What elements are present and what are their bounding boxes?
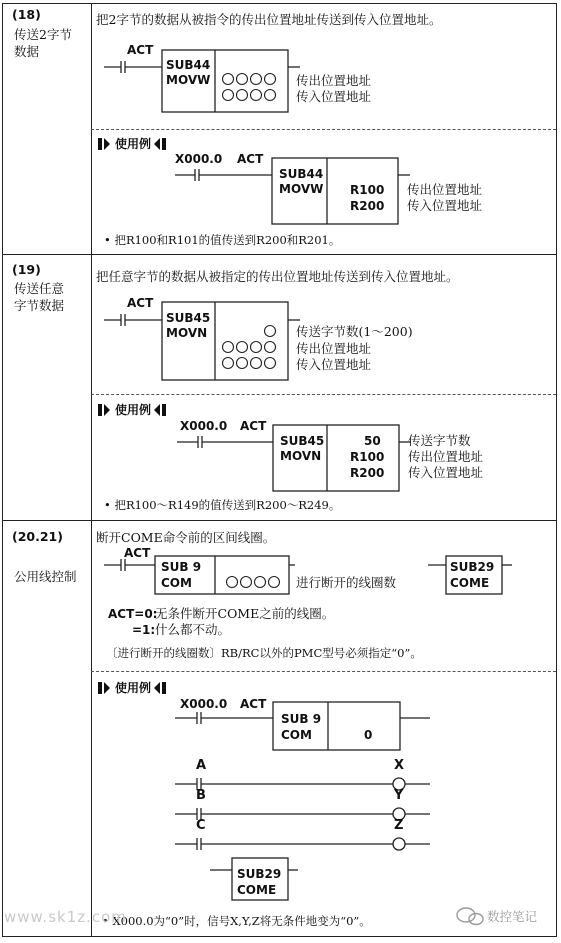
section-20-description: 断开COME命令前的区间线圈。 xyxy=(96,530,276,545)
section-20-number: (20.21) xyxy=(12,529,63,544)
param-byte-count: 传送字节数(1～200) xyxy=(296,324,413,339)
example-input-address: X000.0 xyxy=(180,697,228,711)
section-18-number: (18) xyxy=(12,7,41,22)
come-function-name: COME xyxy=(237,883,277,897)
function-code: SUB44 xyxy=(279,167,324,181)
act1-text: 什么都不动。 xyxy=(155,622,231,637)
example-input-address: X000.0 xyxy=(175,152,223,166)
example-dest-value: R200 xyxy=(350,466,385,480)
example-source-label: 传出位置地址 xyxy=(408,449,484,464)
param-dest-address: 传入位置地址 xyxy=(296,89,372,104)
section-20-title: 公用线控制 xyxy=(14,569,77,584)
function-name: MOVN xyxy=(166,326,208,340)
example-dest-label: 传入位置地址 xyxy=(407,198,483,213)
come-function-code: SUB29 xyxy=(450,560,495,574)
example-dest-value: R200 xyxy=(350,199,385,213)
section-18-description: 把2字节的数据从被指令的传出位置地址传送到传入位置地址。 xyxy=(96,12,442,27)
act1-key: =1: xyxy=(132,623,156,637)
come-function-name: COME xyxy=(450,576,490,590)
act-label: ACT xyxy=(127,43,154,57)
brand-label: 数控笔记 xyxy=(487,909,538,924)
example-act-label: ACT xyxy=(240,419,267,433)
coil-z-label: Z xyxy=(394,818,404,833)
param-coil-count: 进行断开的线圈数 xyxy=(296,575,397,590)
example-note: • 把R100和R101的值传送到R200和R201。 xyxy=(104,233,341,247)
function-code: SUB45 xyxy=(280,434,325,448)
example-input-address: X000.0 xyxy=(180,419,228,433)
param-source-address: 传出位置地址 xyxy=(296,73,372,88)
function-code: SUB 9 xyxy=(281,712,322,726)
section-18-title-line2: 数据 xyxy=(14,44,40,59)
function-name: MOVW xyxy=(279,182,324,196)
example-act-label: ACT xyxy=(237,152,264,166)
function-code: SUB 9 xyxy=(161,560,202,574)
example-coil-value: 0 xyxy=(364,728,373,742)
coil-y-label: Y xyxy=(394,788,404,803)
contact-b-label: B xyxy=(196,788,206,803)
example-dest-label: 传入位置地址 xyxy=(408,465,484,480)
act-label: ACT xyxy=(124,546,151,560)
param-source-address: 传出位置地址 xyxy=(296,341,372,356)
example-note: • X000.0为“0”时，信号X,Y,Z将无条件地变为“0”。 xyxy=(102,914,371,928)
example-header: 使用例 xyxy=(115,403,152,417)
function-code: SUB45 xyxy=(166,311,211,325)
coil-x-label: X xyxy=(394,758,405,773)
example-act-label: ACT xyxy=(240,697,267,711)
example-source-label: 传出位置地址 xyxy=(407,182,483,197)
act-label: ACT xyxy=(127,296,154,310)
example-header: 使用例 xyxy=(115,681,152,695)
section-19-description: 把任意字节的数据从被指定的传出位置地址传送到传入位置地址。 xyxy=(96,269,459,284)
contact-c-label: C xyxy=(196,818,206,833)
example-source-value: R100 xyxy=(350,183,385,197)
example-count-label: 传送字节数 xyxy=(408,433,471,448)
come-function-code: SUB29 xyxy=(237,867,282,881)
section-19-number: (19) xyxy=(12,262,41,277)
watermark-url: www.sk1z.com xyxy=(4,908,127,926)
example-header: 使用例 xyxy=(115,137,152,151)
contact-a-label: A xyxy=(196,758,207,773)
section-19-title-line2: 字节数据 xyxy=(14,298,65,313)
function-name: MOVW xyxy=(166,73,211,87)
act0-text: 无条件断开COME之前的线圈。 xyxy=(155,606,335,621)
example-note: • 把R100～R149的值传送到R200～R249。 xyxy=(104,498,341,512)
coil-count-remark: 〔进行断开的线圈数〕RB/RC以外的PMC型号必须指定“0”。 xyxy=(106,646,422,660)
function-name: MOVN xyxy=(280,449,322,463)
function-code: SUB44 xyxy=(166,58,211,72)
example-source-value: R100 xyxy=(350,450,385,464)
function-name: COM xyxy=(281,728,312,742)
example-count-value: 50 xyxy=(364,434,381,448)
section-19-title-line1: 传送任意 xyxy=(14,281,65,296)
function-name: COM xyxy=(161,576,192,590)
param-dest-address: 传入位置地址 xyxy=(296,357,372,372)
section-18-title-line1: 传送2字节 xyxy=(14,27,72,42)
act0-key: ACT=0: xyxy=(108,607,158,621)
